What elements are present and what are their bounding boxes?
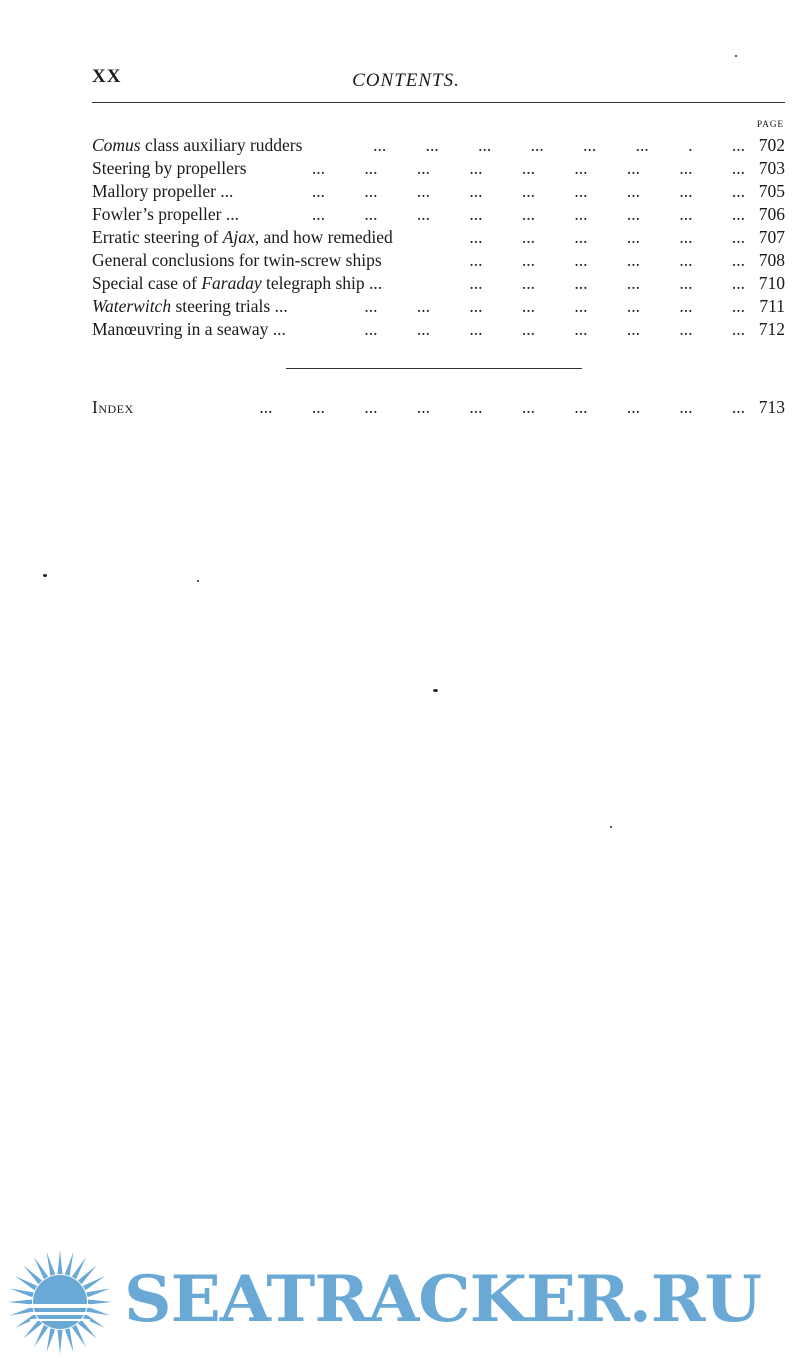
toc-entry-title (92, 203, 245, 226)
index-entry (92, 396, 785, 419)
dot-leaders: ... ... ... ... ... ... . ... (373, 135, 745, 155)
sun-ray (86, 1289, 110, 1298)
title-part: Erratic steering of (92, 227, 223, 247)
dot-leaders: ... ... ... ... ... ... ... ... ... ... (259, 397, 745, 417)
toc-page-number: 702 (758, 135, 785, 155)
sun-ray (88, 1300, 112, 1305)
scan-speck (433, 689, 438, 692)
page-column-label: PAGE (756, 120, 784, 130)
dot-leaders: ... ... ... ... ... ... (469, 273, 745, 293)
sun-ray (58, 1330, 63, 1354)
sun-ray (65, 1252, 74, 1276)
toc-entry (92, 203, 785, 226)
italic-title-part: Waterwitch (92, 296, 172, 316)
watermark (0, 1246, 812, 1356)
index-label: Index (92, 396, 142, 419)
scan-speck (610, 826, 612, 828)
section-divider (286, 368, 582, 369)
toc-entry (92, 272, 785, 295)
toc-page-number: 710 (758, 273, 785, 293)
toc-entry (92, 157, 785, 180)
toc-entry (92, 318, 785, 341)
toc-page-number: 707 (758, 227, 785, 247)
running-head (92, 66, 784, 94)
toc-entry-title (92, 272, 388, 295)
dot-leaders: ... ... ... ... ... ... (469, 250, 745, 270)
dot-leaders: ... ... ... ... ... ... (469, 227, 745, 247)
dot-leaders: ... ... ... ... ... ... ... ... (364, 319, 745, 339)
toc-entry-title (92, 295, 294, 318)
title-part: telegraph ship ... (261, 273, 383, 293)
toc-entry (92, 295, 785, 318)
title-part: Steering by propellers (92, 158, 247, 178)
title-part: , and how remedied (254, 227, 393, 247)
sun-ray (10, 1289, 34, 1298)
toc-entry (92, 134, 785, 157)
toc-page-number: 703 (758, 158, 785, 178)
title-part: General conclusions for twin-screw ships (92, 250, 382, 270)
toc-page-number: 705 (758, 181, 785, 201)
scan-speck (197, 580, 199, 582)
toc-entry-title (92, 226, 399, 249)
sun-ray (58, 1250, 63, 1274)
toc-entry (92, 226, 785, 249)
italic-title-part: Comus (92, 135, 141, 155)
italic-title-part: Faraday (201, 273, 262, 293)
toc-entry-title (92, 180, 239, 203)
page-numeral: XX (92, 66, 122, 87)
watermark-text: SEATRACKER.RU (124, 1262, 761, 1337)
scan-speck (43, 574, 47, 577)
sun-ray (8, 1300, 32, 1305)
dot-leaders: ... ... ... ... ... ... ... ... ... (311, 158, 745, 178)
title-part: Manœuvring in a seaway ... (92, 319, 286, 339)
toc-entry-title (92, 134, 308, 157)
toc-entry (92, 249, 785, 272)
toc-entry-title (92, 318, 292, 341)
sun-ray (65, 1328, 74, 1352)
title-part: Fowler’s propeller ... (92, 204, 239, 224)
sun-ray (47, 1328, 56, 1352)
toc-page-number: 706 (758, 204, 785, 224)
title-part: steering trials ... (171, 296, 288, 316)
header-rule (92, 102, 785, 103)
italic-title-part: Ajax (222, 227, 255, 247)
scan-speck (735, 55, 737, 57)
dot-leaders: ... ... ... ... ... ... ... ... ... (311, 181, 745, 201)
toc-entry (92, 180, 785, 203)
dot-leaders: ... ... ... ... ... ... ... ... (364, 296, 745, 316)
toc-entry-title (92, 249, 388, 272)
sun-ray (47, 1252, 56, 1276)
sun-icon (0, 1246, 120, 1356)
title-part: Mallory propeller ... (92, 181, 234, 201)
toc-page-number: 708 (758, 250, 785, 270)
title-part: Special case of (92, 273, 202, 293)
table-of-contents (92, 134, 785, 341)
toc-page-number: 712 (758, 319, 785, 339)
running-title: CONTENTS. (352, 70, 460, 91)
title-part: class auxiliary rudders (140, 135, 303, 155)
dot-leaders: ... ... ... ... ... ... ... ... ... (311, 204, 745, 224)
toc-page-number: 711 (759, 296, 785, 316)
toc-entry-title (92, 157, 253, 180)
index-page-number: 713 (758, 397, 785, 417)
